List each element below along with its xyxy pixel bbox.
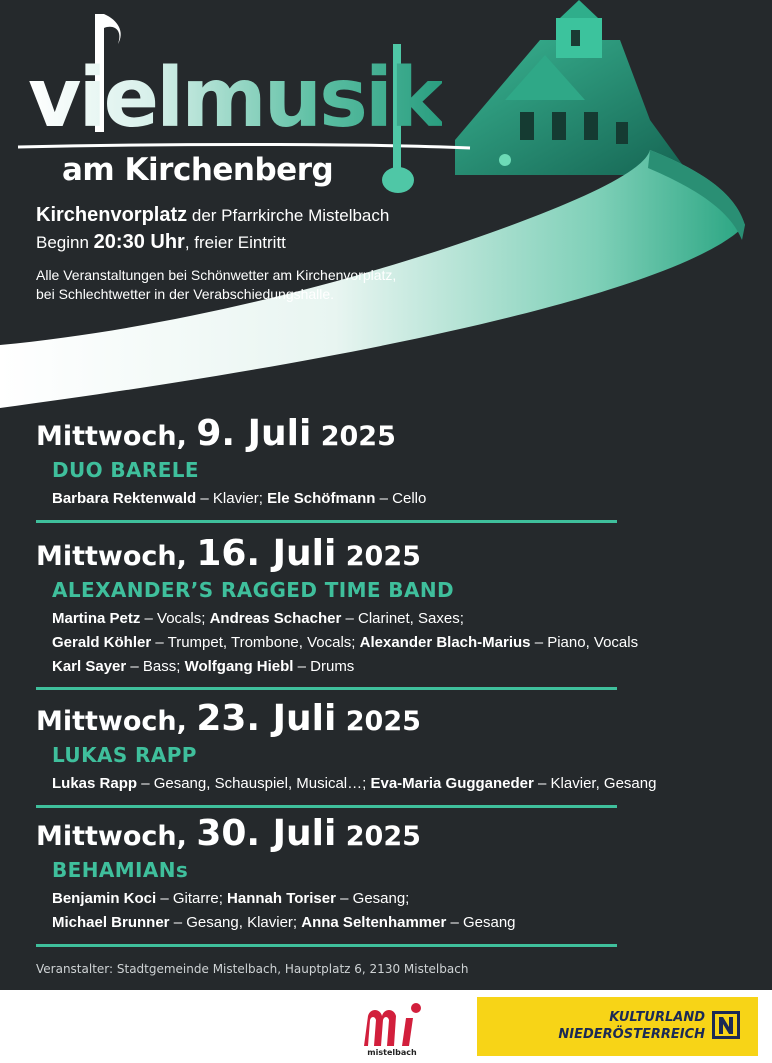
musician-name: Gerald Köhler bbox=[52, 634, 152, 651]
instrument-text: – Vocals; bbox=[140, 610, 210, 627]
kulturland-logo-text bbox=[535, 1009, 705, 1043]
event-block bbox=[36, 533, 639, 679]
instrument-text: – Gesang bbox=[446, 914, 516, 931]
musician-name: Benjamin Koci bbox=[52, 890, 157, 907]
lineup-line bbox=[52, 607, 626, 631]
band-lineup bbox=[52, 607, 639, 679]
instrument-text: – Cello bbox=[375, 490, 427, 507]
instrument-text: – Bass; bbox=[126, 658, 185, 675]
instrument-text: – Gesang, Schauspiel, Musical…; bbox=[137, 775, 371, 792]
weather-note-line: bei Schlechtwetter in der Verabschiedungshalle. bbox=[36, 286, 335, 302]
event-weekday: Mittwoch, bbox=[36, 541, 187, 572]
musician-name: Lukas Rapp bbox=[52, 775, 138, 792]
band-name: DUO BARELE bbox=[52, 458, 199, 482]
event-block bbox=[36, 813, 626, 935]
event-date bbox=[36, 813, 626, 854]
instrument-text: – Gesang; bbox=[335, 890, 410, 907]
event-day: 16. Juli bbox=[196, 533, 337, 574]
time-line bbox=[36, 231, 286, 254]
event-day: 23. Juli bbox=[196, 698, 337, 739]
lineup-line bbox=[52, 911, 626, 935]
event-divider bbox=[36, 944, 617, 947]
band-lineup bbox=[52, 887, 626, 935]
organizer-info: Veranstalter: Stadtgemeinde Mistelbach, Hauptplatz 6, 2130 Mistelbach bbox=[36, 962, 469, 976]
poster-subtitle: am Kirchenberg bbox=[62, 152, 334, 188]
kulturland-line: KULTURLAND bbox=[609, 1010, 705, 1025]
musician-name: Karl Sayer bbox=[52, 658, 127, 675]
instrument-text: – Piano, Vocals bbox=[530, 634, 639, 651]
instrument-text: – Klavier; bbox=[196, 490, 268, 507]
lineup-line bbox=[52, 655, 626, 679]
event-date bbox=[36, 533, 626, 574]
venue-detail: der Pfarrkirche Mistelbach bbox=[187, 206, 390, 225]
instrument-text: – Drums bbox=[293, 658, 355, 675]
musician-name: Ele Schöfmann bbox=[267, 490, 376, 507]
instrument-text: – Trumpet, Trombone, Vocals; bbox=[151, 634, 360, 651]
church-illustration bbox=[455, 0, 690, 175]
time-prefix: Beginn bbox=[36, 233, 94, 252]
event-divider bbox=[36, 805, 617, 808]
mistelbach-logo-text: mistelbach bbox=[367, 1048, 417, 1057]
instrument-text: – Gesang, Klavier; bbox=[169, 914, 302, 931]
lineup-line bbox=[52, 772, 657, 796]
event-date bbox=[36, 413, 626, 454]
event-divider bbox=[36, 687, 617, 690]
lineup-line bbox=[52, 487, 626, 511]
event-block bbox=[36, 698, 657, 796]
weather-note bbox=[36, 266, 486, 304]
event-weekday: Mittwoch, bbox=[36, 706, 187, 737]
musician-name: Hannah Toriser bbox=[227, 890, 336, 907]
lineup-line bbox=[52, 631, 639, 655]
lineup-line bbox=[52, 887, 626, 911]
musician-name: Eva-Maria Gugganeder bbox=[370, 775, 534, 792]
start-time: 20:30 Uhr bbox=[93, 231, 185, 253]
kulturland-logo bbox=[477, 997, 758, 1056]
musician-name: Martina Petz bbox=[52, 610, 141, 627]
band-lineup bbox=[52, 487, 626, 511]
band-name: BEHAMIANs bbox=[52, 858, 189, 882]
weather-note-line: Alle Veranstaltungen bei Schönwetter am Kirchenvorplatz, bbox=[36, 267, 397, 283]
event-day: 30. Juli bbox=[196, 813, 337, 854]
event-weekday: Mittwoch, bbox=[36, 821, 187, 852]
event-weekday: Mittwoch, bbox=[36, 421, 187, 452]
venue-name: Kirchenvorplatz bbox=[36, 204, 188, 226]
lower-austria-n-icon bbox=[711, 1010, 741, 1040]
musician-name: Alexander Blach-Marius bbox=[359, 634, 531, 651]
event-year: 2025 bbox=[320, 421, 396, 452]
instrument-text: – Klavier, Gesang bbox=[533, 775, 657, 792]
event-day: 9. Juli bbox=[196, 413, 312, 454]
band-lineup bbox=[52, 772, 657, 796]
event-year: 2025 bbox=[345, 706, 421, 737]
event-date bbox=[36, 698, 626, 739]
musician-name: Andreas Schacher bbox=[209, 610, 342, 627]
event-divider bbox=[36, 520, 617, 523]
band-name: ALEXANDER’S RAGGED TIME BAND bbox=[52, 578, 454, 602]
musician-name: Wolfgang Hiebl bbox=[184, 658, 294, 675]
musician-name: Barbara Rektenwald bbox=[52, 490, 197, 507]
musician-name: Michael Brunner bbox=[52, 914, 170, 931]
poster-title: vielmusik bbox=[28, 51, 442, 146]
band-name: LUKAS RAPP bbox=[52, 743, 197, 767]
instrument-text: – Gitarre; bbox=[156, 890, 228, 907]
kulturland-line: NIEDERÖSTERREICH bbox=[558, 1027, 705, 1042]
event-block bbox=[36, 413, 626, 511]
sponsor-footer bbox=[0, 990, 772, 1063]
event-year: 2025 bbox=[345, 821, 421, 852]
instrument-text: – Clarinet, Saxes; bbox=[341, 610, 464, 627]
venue-line bbox=[36, 204, 389, 227]
admission-note: , freier Eintritt bbox=[184, 233, 286, 252]
musician-name: Anna Seltenhammer bbox=[301, 914, 447, 931]
event-year: 2025 bbox=[345, 541, 421, 572]
